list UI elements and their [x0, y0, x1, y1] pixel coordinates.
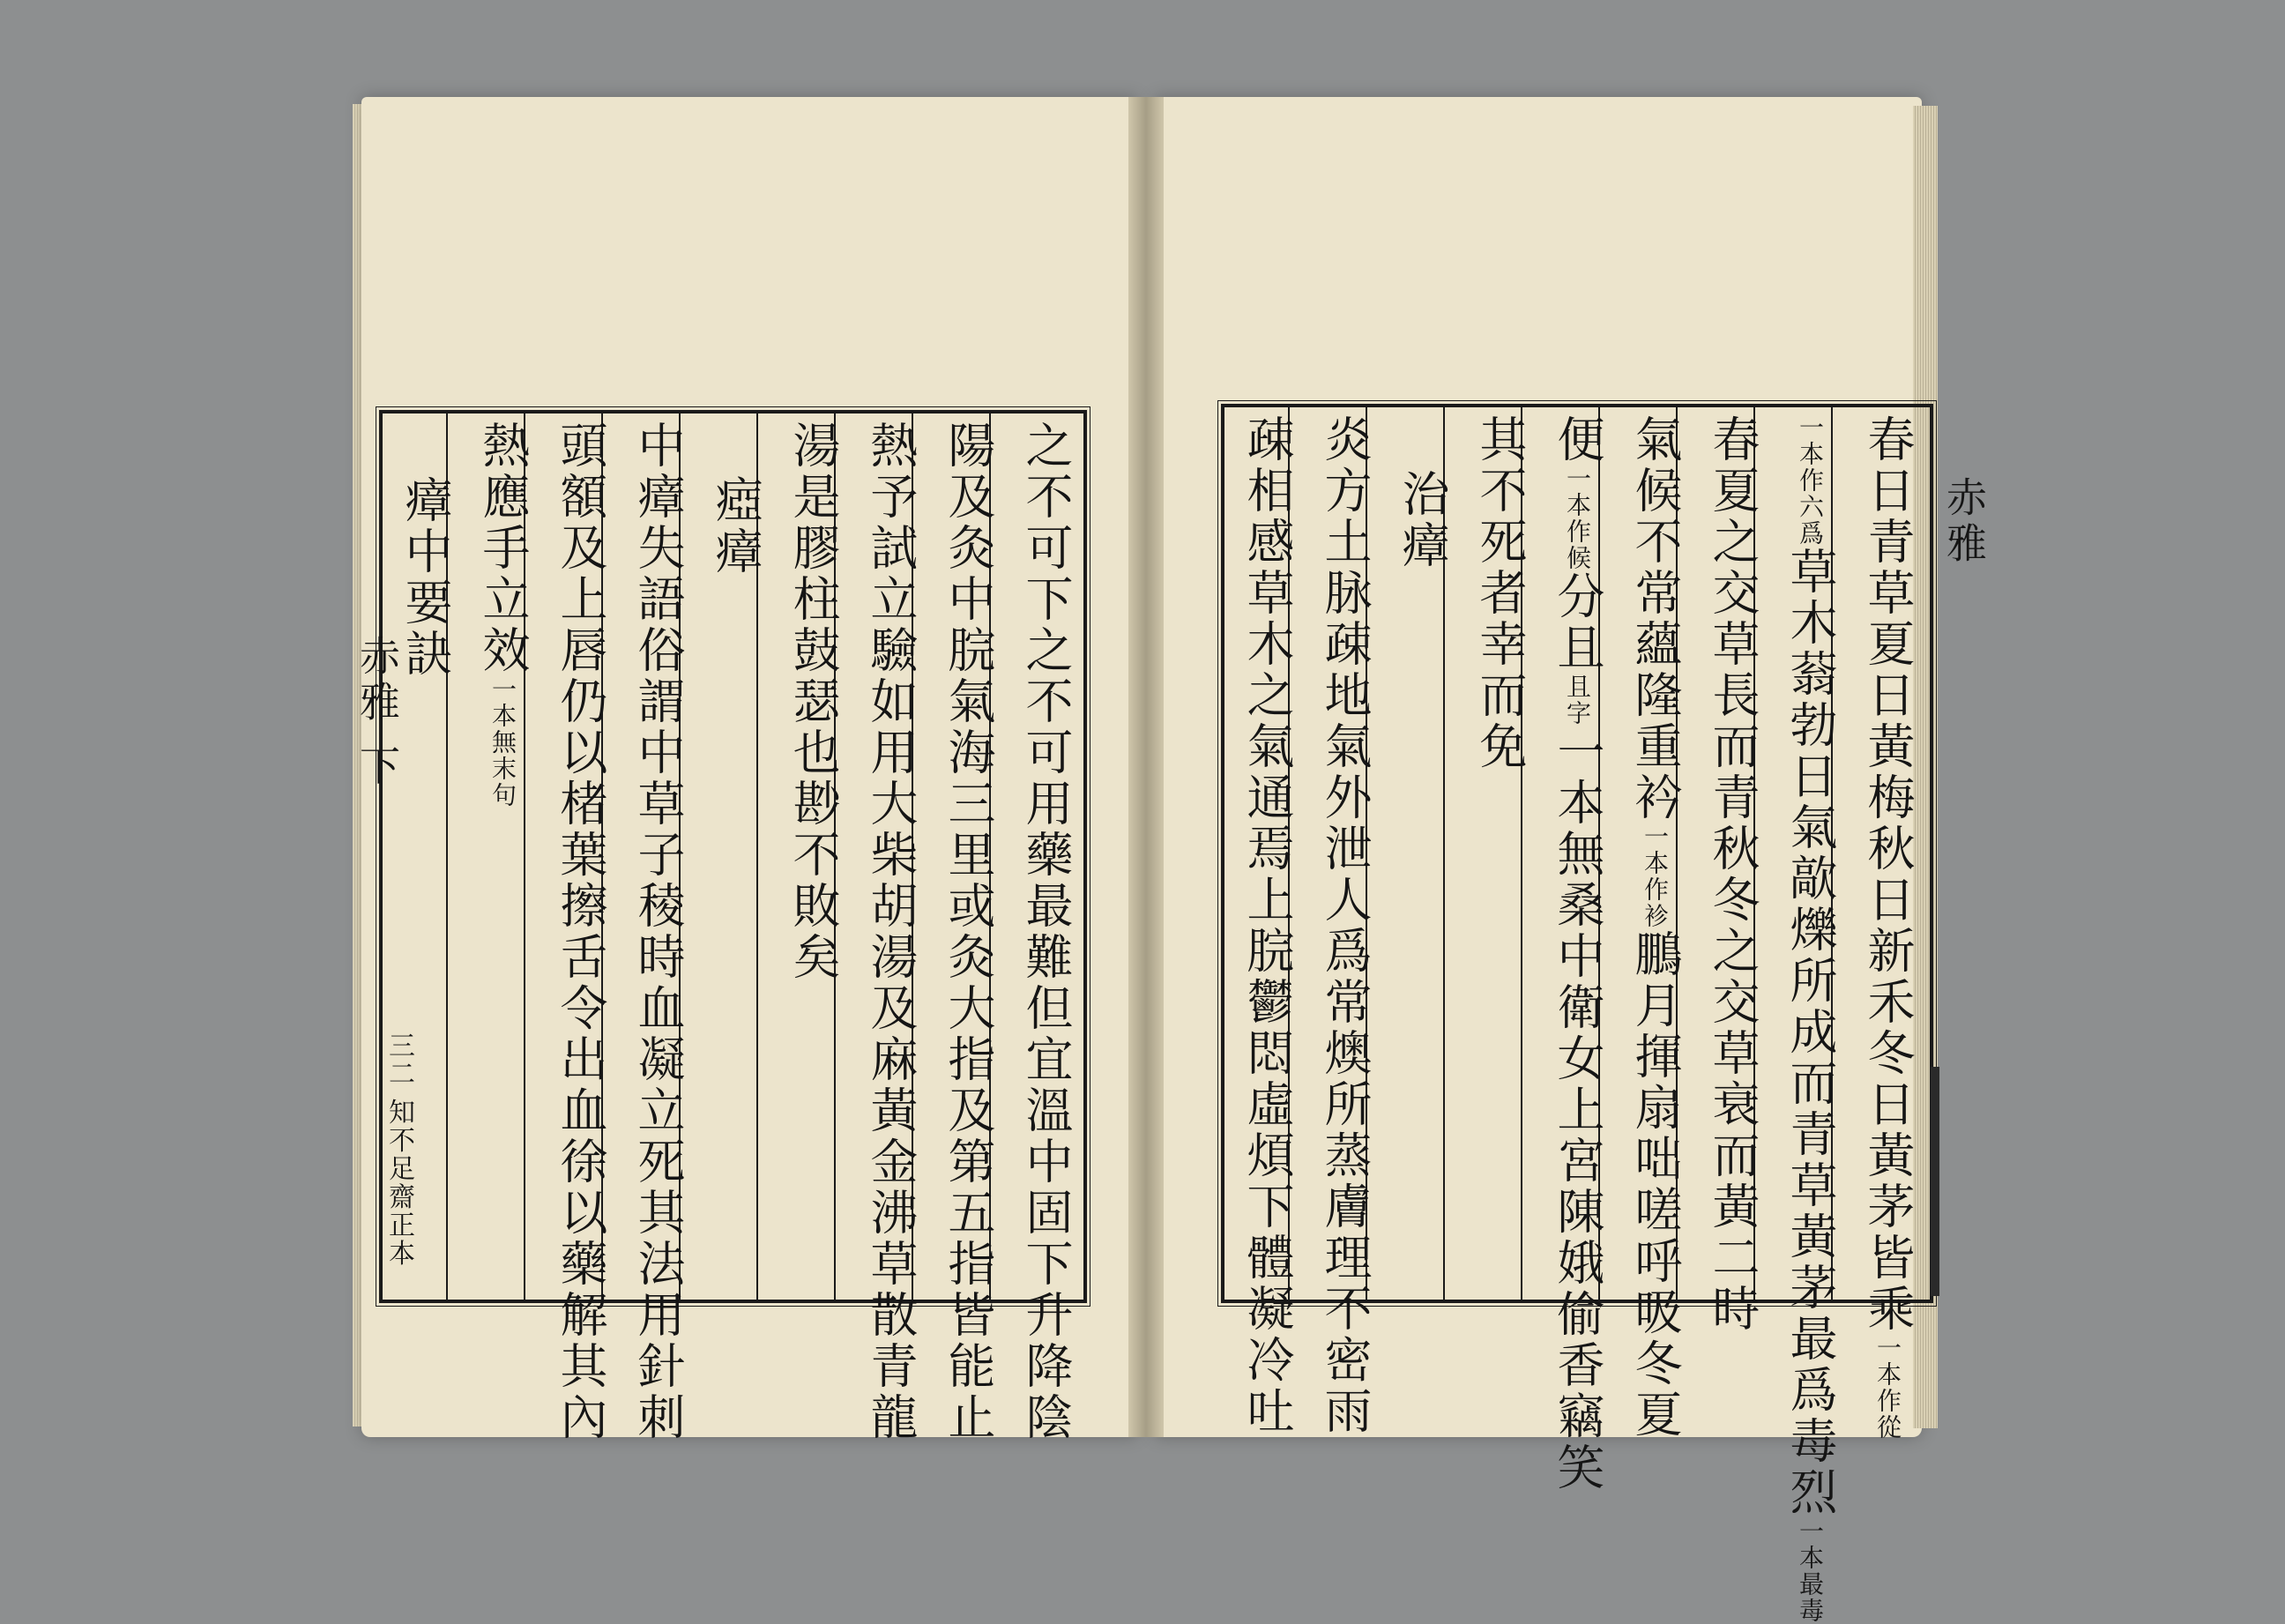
heading-text: 瘴中要訣 — [398, 475, 453, 680]
text-column-r2 — [1778, 414, 1842, 1624]
column-text: 陽及灸中脘氣海三里或灸大指及第五指皆能止 — [941, 421, 996, 1443]
column-text: 湯是膠柱鼓瑟也尠不敗矣 — [785, 421, 841, 983]
text-column-r3 — [1701, 414, 1764, 1335]
text-column-6 — [626, 421, 689, 1443]
column-text: 草木蓊勃日氣歊爍所成而青草黃茅最爲毒烈 — [1783, 547, 1838, 1518]
column-text: 鵬月揮扇咄嗟呼吸冬夏 — [1627, 929, 1683, 1441]
left-margin-folio: 三二 知不足齋正本 — [383, 1032, 414, 1268]
interlinear-note: 一本作候 — [1563, 466, 1592, 571]
interlinear-note: 一本作袗 — [1641, 823, 1670, 929]
heading-text: 治瘴 — [1395, 469, 1450, 571]
text-column-1 — [1014, 421, 1077, 1443]
column-text: 中瘴失語俗謂中草子稜時血凝立死其法用針刺 — [630, 421, 686, 1443]
text-column-r4 — [1623, 414, 1686, 1441]
right-text-frame — [1221, 404, 1933, 1624]
column-text: 春夏之交草長而青秋冬之交草衰而黃二時 — [1705, 414, 1760, 1335]
text-column-8 — [471, 421, 534, 808]
text-column-r8 — [1313, 414, 1376, 1437]
column-text: 熱應手立效 — [475, 421, 531, 676]
column-text: 分且 — [1550, 571, 1605, 674]
column-text: 疎相感草木之氣通焉上脘鬱悶虛煩下體凝冷吐 — [1239, 414, 1295, 1437]
section-heading-r — [1390, 469, 1454, 571]
column-text: 其不死者幸而免 — [1472, 414, 1528, 772]
fore-edge-mark — [1931, 1067, 1939, 1296]
interlinear-note: 一本無末句 — [488, 676, 517, 808]
heading-text: 瘂瘴 — [708, 475, 763, 577]
text-column-r5 — [1545, 414, 1609, 1494]
text-column-r9 — [1235, 414, 1299, 1437]
interlinear-note: 一本作六爲 — [1796, 414, 1825, 547]
column-text: 之不可下之不可用藥最難但宜溫中固下升降陰 — [1018, 421, 1074, 1443]
text-column-4 — [781, 421, 845, 983]
text-column-7 — [548, 421, 612, 1443]
interlinear-note: 一本作從 — [1873, 1335, 1902, 1441]
section-heading — [703, 475, 767, 577]
text-column-r1 — [1856, 414, 1919, 1441]
book-gutter — [1128, 97, 1164, 1437]
text-column-2 — [936, 421, 1000, 1443]
interlinear-note: 且字 — [1563, 674, 1592, 726]
left-margin-title: 赤雅 下 — [354, 635, 401, 791]
column-text: 春日青草夏日黃梅秋日新禾冬日黃茅皆乘 — [1860, 414, 1916, 1335]
text-column-3 — [859, 421, 922, 1443]
column-text: 氣候不常蘊隆重衿 — [1627, 414, 1683, 823]
column-text: 頭額及上唇仍以楮葉擦舌令出血徐以藥解其內 — [553, 421, 608, 1443]
right-margin-title: 赤雅 — [1940, 476, 1988, 568]
interlinear-note: 一本最毒 — [1796, 1518, 1825, 1624]
left-text-frame — [379, 410, 1087, 1443]
column-text: 熱予試立驗如用大柴胡湯及麻黃金沸草散青龍 — [863, 421, 919, 1443]
column-text: 一本無桑中衛女上宮陳娥偷香竊笑 — [1550, 726, 1605, 1494]
text-column-r6 — [1468, 414, 1531, 772]
column-text: 炎方土脉疎地氣外泄人爲常燠所蒸膚理不密雨 — [1317, 414, 1373, 1437]
column-text: 便 — [1550, 414, 1605, 466]
